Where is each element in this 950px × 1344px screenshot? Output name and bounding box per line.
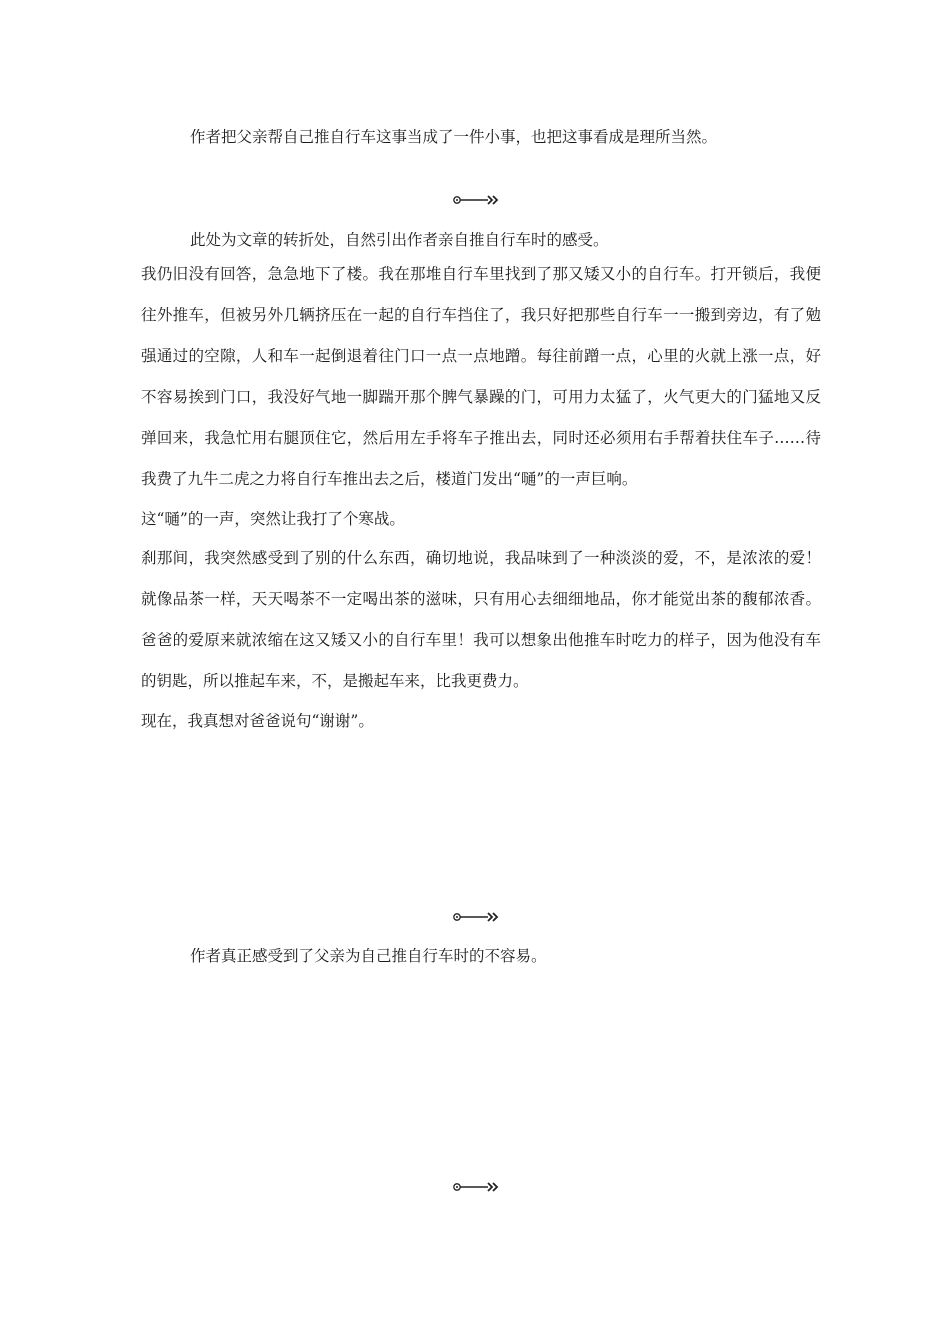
circle-arrow-divider-icon [452,911,500,923]
passage-block [141,254,821,740]
circle-arrow-divider-icon [452,194,500,206]
annotation-note-3: 作者真正感受到了父亲为自己推自行车时的不容易。 [190,947,547,965]
circle-arrow-divider-icon [452,1181,500,1193]
passage-paragraph-2: 这“嗵”的一声，突然让我打了个寒战。 [141,510,405,528]
annotation-note-1: 作者把父亲帮自己推自行车这事当成了一件小事，也把这事看成是理所当然。 [190,128,718,146]
passage-paragraph-1: 我仍旧没有回答，急急地下了楼。我在那堆自行车里找到了那又矮又小的自行车。打开锁后，我便往外推车，但被另外几辆挤压在一起的自行车挡住了，我只好把那些自行车一一搬到旁边，有了勉强通过的空隙，人和车一起倒退着往门口一点一点地蹭。每往前蹭一点，心里的火就上涨一点，好不容易挨到门口，我没好气地一脚踹开那个脾气暴躁的门，可用力太猛了，火气更大的门猛地又反弹回来，我急忙用右腿顶住它，然后用左手将车子推出去，同时还必须用右手帮着扶住车子……待我费了九牛二虎之力将自行车推出去之后，楼道门发出“嗵”的一声巨响。 [141,265,821,488]
passage-paragraph-3: 刹那间，我突然感受到了别的什么东西，确切地说，我品味到了一种淡淡的爱，不，是浓浓的爱！就像品茶一样，天天喝茶不一定喝出茶的滋味，只有用心去细细地品，你才能觉出茶的馥郁浓香。爸爸的爱原来就浓缩在这又矮又小的自行车里！我可以想象出他推车时吃力的样子，因为他没有车的钥匙，所以推起车来，不，是搬起车来，比我更费力。 [141,549,821,690]
passage-paragraph-4: 现在，我真想对爸爸说句“谢谢”。 [141,712,374,730]
annotation-note-2: 此处为文章的转折处，自然引出作者亲自推自行车时的感受。 [190,231,609,249]
